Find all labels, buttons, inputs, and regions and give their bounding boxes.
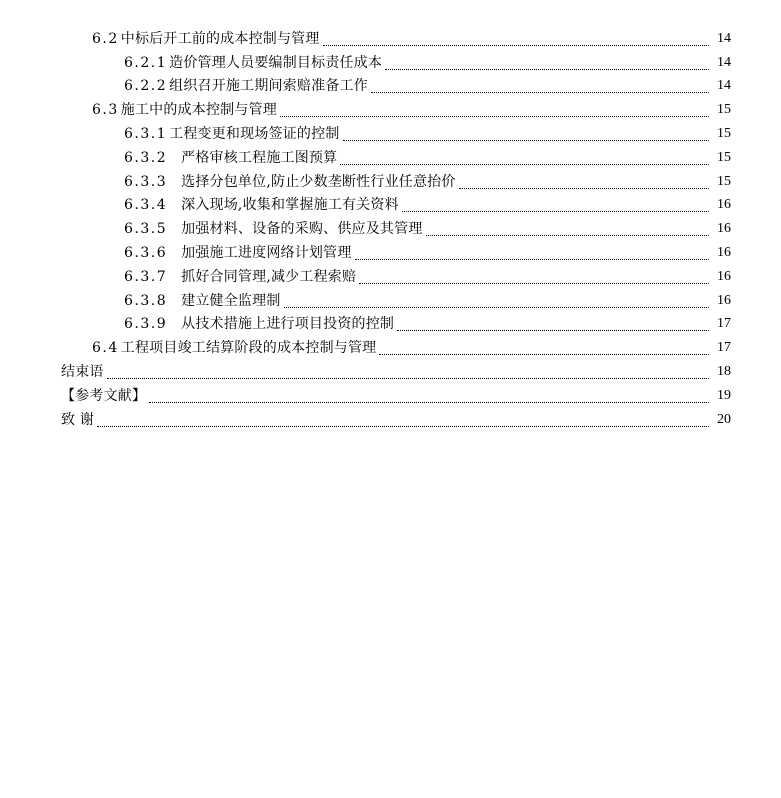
toc-page-number: 15 xyxy=(717,173,731,189)
toc-entry-number: 6.3.1 xyxy=(124,126,168,143)
dot-leader xyxy=(340,163,709,165)
toc-page-number: 14 xyxy=(717,78,731,94)
toc-entry-title: 施工中的成本控制与管理 xyxy=(120,102,277,119)
dot-leader xyxy=(459,187,709,189)
toc-entry-title: 组织召开施工期间索赔准备工作 xyxy=(169,78,368,95)
toc-entry-conclusion[interactable] xyxy=(0,360,781,384)
toc-page-number: 15 xyxy=(717,149,731,165)
dot-leader xyxy=(323,44,709,46)
toc-entry-number: 6.4 xyxy=(92,340,119,357)
toc-entry-number: 6.3.7 xyxy=(124,268,168,285)
dot-leader xyxy=(397,329,709,331)
toc-entry-title: 严格审核工程施工图预算 xyxy=(181,149,338,166)
toc-entry-number: 6.3.3 xyxy=(124,173,168,190)
toc-entry-title: 加强材料、设备的采购、供应及其管理 xyxy=(181,221,423,238)
toc-page-number: 16 xyxy=(717,245,731,261)
toc-entry-title: 建立健全监理制 xyxy=(181,292,281,309)
dot-leader xyxy=(97,425,709,427)
toc-entry-title: 结束语 xyxy=(61,364,104,381)
toc-page-number: 19 xyxy=(717,387,731,403)
toc-page-number: 16 xyxy=(717,268,731,284)
toc-entry-6-4[interactable] xyxy=(0,336,781,360)
toc-entry-6-3[interactable] xyxy=(0,98,781,122)
toc-entry-title: 造价管理人员要编制目标责任成本 xyxy=(169,54,383,71)
table-of-contents xyxy=(0,27,781,432)
toc-entry-6-3-9[interactable] xyxy=(0,313,781,337)
toc-entry-number: 6.2 xyxy=(92,30,119,47)
dot-leader xyxy=(107,377,709,379)
toc-entry-title: 加强施工进度网络计划管理 xyxy=(181,245,352,262)
toc-entry-number: 6.3.6 xyxy=(124,245,168,262)
dot-leader xyxy=(284,306,709,308)
toc-entry-references[interactable] xyxy=(0,384,781,408)
dot-leader xyxy=(379,353,709,355)
dot-leader xyxy=(280,115,709,117)
toc-entry-6-2-2[interactable] xyxy=(0,75,781,99)
toc-page-number: 15 xyxy=(717,126,731,142)
dot-leader xyxy=(426,234,709,236)
toc-entry-title: 抓好合同管理,减少工程索赔 xyxy=(181,268,357,285)
toc-entry-title: 选择分包单位,防止少数垄断性行业任意抬价 xyxy=(181,173,456,190)
toc-entry-6-3-6[interactable] xyxy=(0,241,781,265)
dot-leader xyxy=(371,91,709,93)
toc-entry-title: 工程项目竣工结算阶段的成本控制与管理 xyxy=(120,340,377,357)
toc-entry-acknowledgements[interactable] xyxy=(0,408,781,432)
toc-entry-number: 6.3.9 xyxy=(124,316,168,333)
toc-entry-number: 6.3.5 xyxy=(124,221,168,238)
toc-entry-6-3-7[interactable] xyxy=(0,265,781,289)
toc-entry-6-3-1[interactable] xyxy=(0,122,781,146)
toc-entry-title: 致 谢 xyxy=(61,411,95,428)
toc-entry-number: 6.3 xyxy=(92,102,119,119)
toc-entry-title: 工程变更和现场签证的控制 xyxy=(169,126,340,143)
dot-leader xyxy=(355,258,709,260)
dot-leader xyxy=(149,401,709,403)
toc-page-number: 17 xyxy=(717,316,731,332)
toc-entry-6-3-8[interactable] xyxy=(0,289,781,313)
toc-entry-6-3-4[interactable] xyxy=(0,194,781,218)
toc-entry-title: 【参考文献】 xyxy=(61,387,147,404)
toc-page-number: 16 xyxy=(717,197,731,213)
toc-entry-number: 6.3.4 xyxy=(124,197,168,214)
toc-page-number: 17 xyxy=(717,340,731,356)
toc-page-number: 14 xyxy=(717,30,731,46)
toc-page-number: 18 xyxy=(717,364,731,380)
toc-page-number: 15 xyxy=(717,102,731,118)
toc-entry-6-3-2[interactable] xyxy=(0,146,781,170)
dot-leader xyxy=(385,68,709,70)
toc-page-number: 20 xyxy=(717,411,731,427)
toc-entry-6-3-5[interactable] xyxy=(0,217,781,241)
dot-leader xyxy=(343,139,709,141)
toc-page-number: 14 xyxy=(717,54,731,70)
toc-page-number: 16 xyxy=(717,221,731,237)
toc-entry-6-2[interactable] xyxy=(0,27,781,51)
toc-entry-6-3-3[interactable] xyxy=(0,170,781,194)
toc-entry-number: 6.3.8 xyxy=(124,292,168,309)
toc-entry-number: 6.2.1 xyxy=(124,54,168,71)
toc-entry-title: 中标后开工前的成本控制与管理 xyxy=(120,30,320,47)
dot-leader xyxy=(359,282,709,284)
toc-entry-title: 从技术措施上进行项目投资的控制 xyxy=(181,316,395,333)
toc-entry-number: 6.2.2 xyxy=(124,78,168,95)
toc-page-number: 16 xyxy=(717,292,731,308)
toc-entry-title: 深入现场,收集和掌握施工有关资料 xyxy=(181,197,399,214)
dot-leader xyxy=(402,210,709,212)
toc-entry-number: 6.3.2 xyxy=(124,149,168,166)
toc-entry-6-2-1[interactable] xyxy=(0,51,781,75)
